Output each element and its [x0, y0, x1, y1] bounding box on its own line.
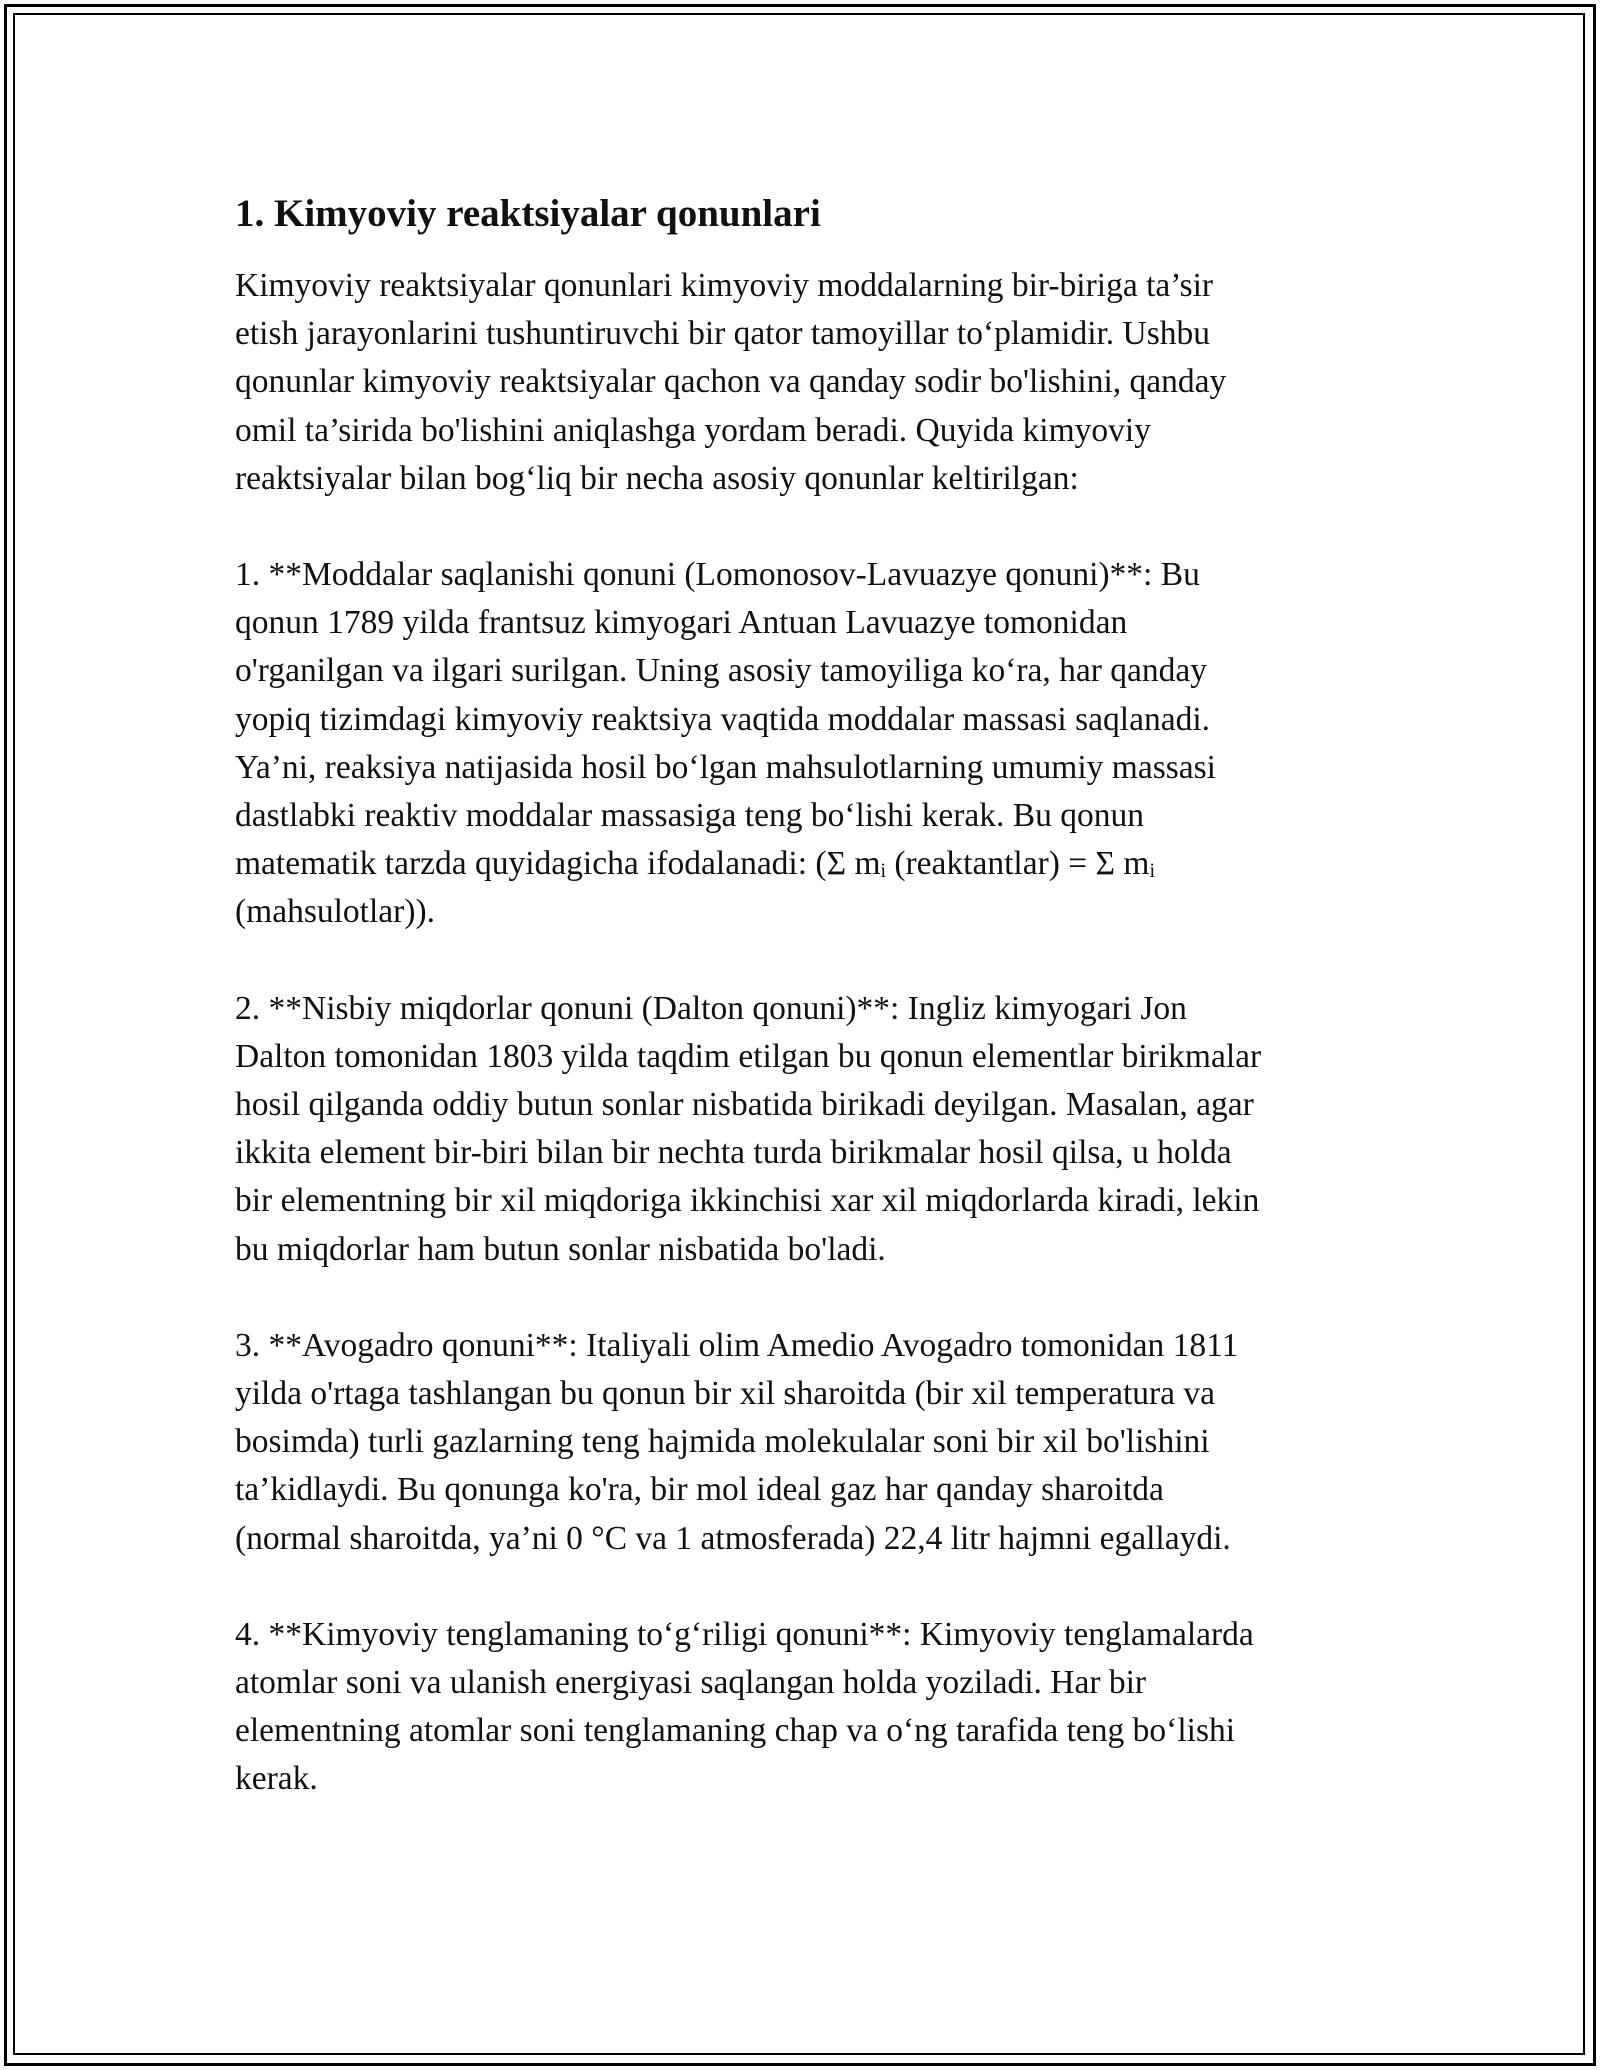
law-4-paragraph: 4. **Kimyoviy tenglamaning to‘g‘riligi qonuni**: Kimyoviy tenglamalarda atomlar soni va ulanish energiyasi saqlangan holda yoziladi. Har bir elementning atomlar soni tenglamaning chap va o‘ng tarafida teng bo‘lishi kerak. — [235, 1615, 1254, 1798]
document-body — [235, 186, 1365, 1804]
paragraph-spacer — [235, 1563, 1365, 1611]
law-2-paragraph: 2. **Nisbiy miqdorlar qonuni (Dalton qonuni)**: Ingliz kimyogari Jon Dalton tomonidan 1803 yilda taqdim etilgan bu qonun elementlar birikmalar hosil qilganda oddiy butun sonlar nisbatida birikadi deyilgan. Masalan, agar ikkita element bir-biri bilan bir nechta turda birikmalar hosil qilsa, u holda bir elementning bir xil miqdoriga ikkinchisi xar xil miqdorlarda kiradi, lekin bu miqdorlar ham butun sonlar nisbatida bo'ladi. — [235, 989, 1262, 1268]
paragraph-spacer — [235, 937, 1365, 985]
paragraph-spacer — [235, 503, 1365, 551]
document-title: 1. Kimyoviy reaktsiyalar qonunlari — [235, 192, 821, 235]
law-3-paragraph: 3. **Avogadro qonuni**: Italiyali olim Amedio Avogadro tomonidan 1811 yilda o'rtaga tashlangan bu qonun bir xil sharoitda (bir xil temperatura va bosimda) turli gazlarning teng hajmida molekulalar soni bir xil bo'lishini ta’kidlaydi. Bu qonunga ko'ra, bir mol ideal gaz har qanday sharoitda (normal sharoitda, ya’ni 0 °C va 1 atmosferada) 22,4 litr hajmni egallaydi. — [235, 1326, 1239, 1557]
intro-paragraph: Kimyoviy reaktsiyalar qonunlari kimyoviy moddalarning bir-biriga ta’sir etish jarayonlarini tushuntiruvchi bir qator tamoyillar to‘plamidir. Ushbu qonunlar kimyoviy reaktsiyalar qachon va qanday sodir bo'lishini, qanday omil ta’sirida bo'lishini aniqlashga yordam beradi. Quyida kimyoviy reaktsiyalar bilan bog‘liq bir necha asosiy qonunlar keltirilgan: — [235, 267, 1227, 497]
paragraph-spacer — [235, 1274, 1365, 1322]
law-1-paragraph: 1. **Moddalar saqlanishi qonuni (Lomonosov-Lavuazye qonuni)**: Bu qonun 1789 yilda frantsuz kimyogari Antuan Lavuazye tomonidan o'rganilgan va ilgari surilgan. Uning asosiy tamoyiliga ko‘ra, har qanday yopiq tizimdagi kimyoviy reaktsiya vaqtida moddalar massasi saqlanadi. Ya’ni, reaksiya natijasida hosil bo‘lgan mahsulotlarning umumiy massasi dastlabki reaktiv moddalar massasiga teng bo‘lishi kerak. Bu qonun matematik tarzda quyidagicha ifodalanadi: (Σ mᵢ (reaktantlar) = Σ mᵢ (mahsulotlar)). — [235, 556, 1216, 931]
